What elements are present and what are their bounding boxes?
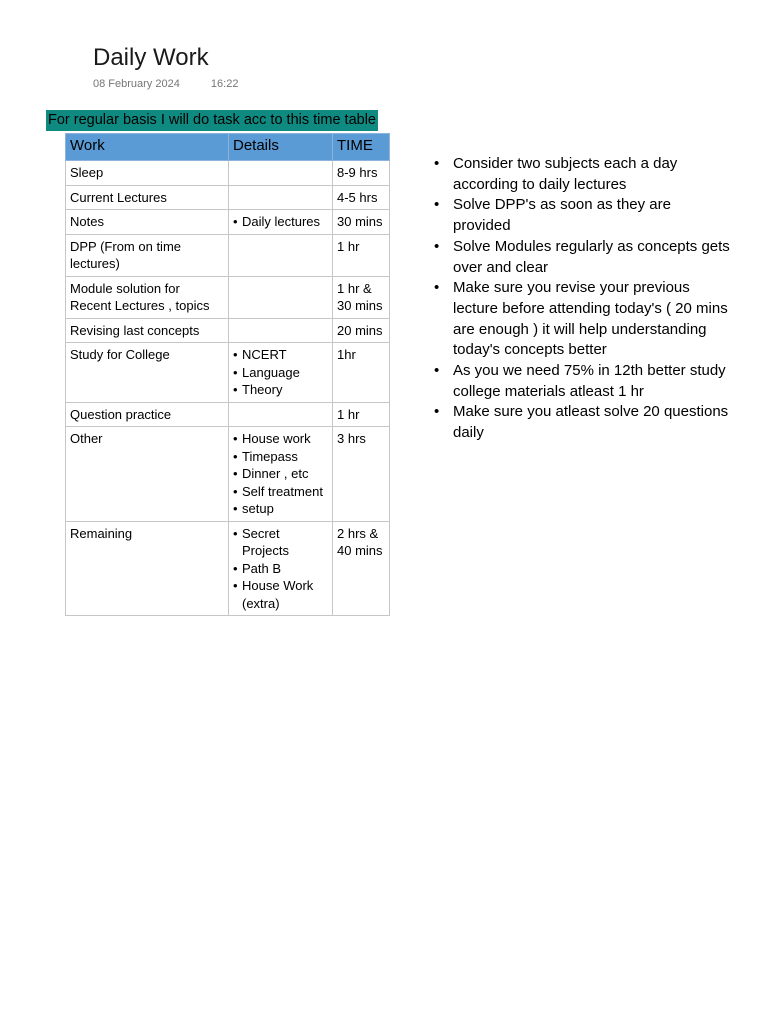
details-list — [233, 346, 328, 399]
cell-work: Revising last concepts — [66, 318, 229, 343]
header-time: TIME — [333, 134, 390, 161]
cell-work: DPP (From on time lectures) — [66, 234, 229, 276]
cell-details — [229, 521, 333, 616]
cell-work: Notes — [66, 210, 229, 235]
details-item: • Theory — [233, 381, 328, 399]
cell-time: 1hr — [333, 343, 390, 403]
cell-time: 1 hr — [333, 402, 390, 427]
header-details: Details — [229, 134, 333, 161]
cell-time: 4-5 hrs — [333, 185, 390, 210]
table-row — [66, 161, 390, 186]
cell-work: Other — [66, 427, 229, 522]
note-item: • Solve DPP's as soon as they are provided — [432, 195, 732, 236]
cell-work: Remaining — [66, 521, 229, 616]
page-meta — [93, 78, 238, 90]
details-item: • House work — [233, 430, 328, 448]
cell-work: Question practice — [66, 402, 229, 427]
highlighted-intro-text: For regular basis I will do task acc to this time table — [46, 110, 378, 131]
table-row — [66, 427, 390, 522]
details-item: • Timepass — [233, 448, 328, 466]
table-row — [66, 234, 390, 276]
details-item: • Self treatment — [233, 483, 328, 501]
cell-details — [229, 318, 333, 343]
details-list — [233, 213, 328, 231]
table-row — [66, 402, 390, 427]
header-work: Work — [66, 134, 229, 161]
cell-details — [229, 343, 333, 403]
cell-time: 1 hr — [333, 234, 390, 276]
table-row — [66, 318, 390, 343]
cell-details — [229, 210, 333, 235]
cell-details — [229, 402, 333, 427]
details-list — [233, 525, 328, 613]
table-row — [66, 210, 390, 235]
notes-bullets — [432, 154, 732, 444]
cell-details — [229, 276, 333, 318]
cell-details — [229, 161, 333, 186]
table-row — [66, 343, 390, 403]
details-item: • Dinner , etc — [233, 465, 328, 483]
note-item: • As you we need 75% in 12th better study college materials atleast 1 hr — [432, 361, 732, 402]
cell-details — [229, 427, 333, 522]
details-item: • setup — [233, 500, 328, 518]
details-item: • NCERT — [233, 346, 328, 364]
cell-work: Current Lectures — [66, 185, 229, 210]
details-item: • Language — [233, 364, 328, 382]
page-title: Daily Work — [93, 44, 209, 71]
details-item: • Path B — [233, 560, 328, 578]
note-item: • Solve Modules regularly as concepts gets over and clear — [432, 237, 732, 278]
details-list — [233, 430, 328, 518]
cell-work: Sleep — [66, 161, 229, 186]
cell-time: 1 hr & 30 mins — [333, 276, 390, 318]
note-item: • Make sure you revise your previous lecture before attending today's ( 20 mins are enough ) it will help understanding today's concepts better — [432, 278, 732, 361]
cell-time: 30 mins — [333, 210, 390, 235]
table-header-row — [66, 134, 390, 161]
table-body — [66, 161, 390, 616]
table-row — [66, 521, 390, 616]
cell-work: Study for College — [66, 343, 229, 403]
cell-time: 8-9 hrs — [333, 161, 390, 186]
note-item: • Consider two subjects each a day according to daily lectures — [432, 154, 732, 195]
cell-time: 20 mins — [333, 318, 390, 343]
table-row — [66, 185, 390, 210]
details-item: • Secret Projects — [233, 525, 328, 560]
cell-details — [229, 234, 333, 276]
cell-details — [229, 185, 333, 210]
details-item: • Daily lectures — [233, 213, 328, 231]
page-time: 16:22 — [210, 78, 239, 90]
schedule-table — [65, 133, 390, 616]
page-date: 08 February 2024 — [93, 78, 180, 90]
table-row — [66, 276, 390, 318]
cell-time: 3 hrs — [333, 427, 390, 522]
notes-list — [432, 154, 732, 444]
note-item: • Make sure you atleast solve 20 questions daily — [432, 402, 732, 443]
cell-work: Module solution for Recent Lectures , topics — [66, 276, 229, 318]
details-item: • House Work (extra) — [233, 577, 328, 612]
cell-time: 2 hrs & 40 mins — [333, 521, 390, 616]
